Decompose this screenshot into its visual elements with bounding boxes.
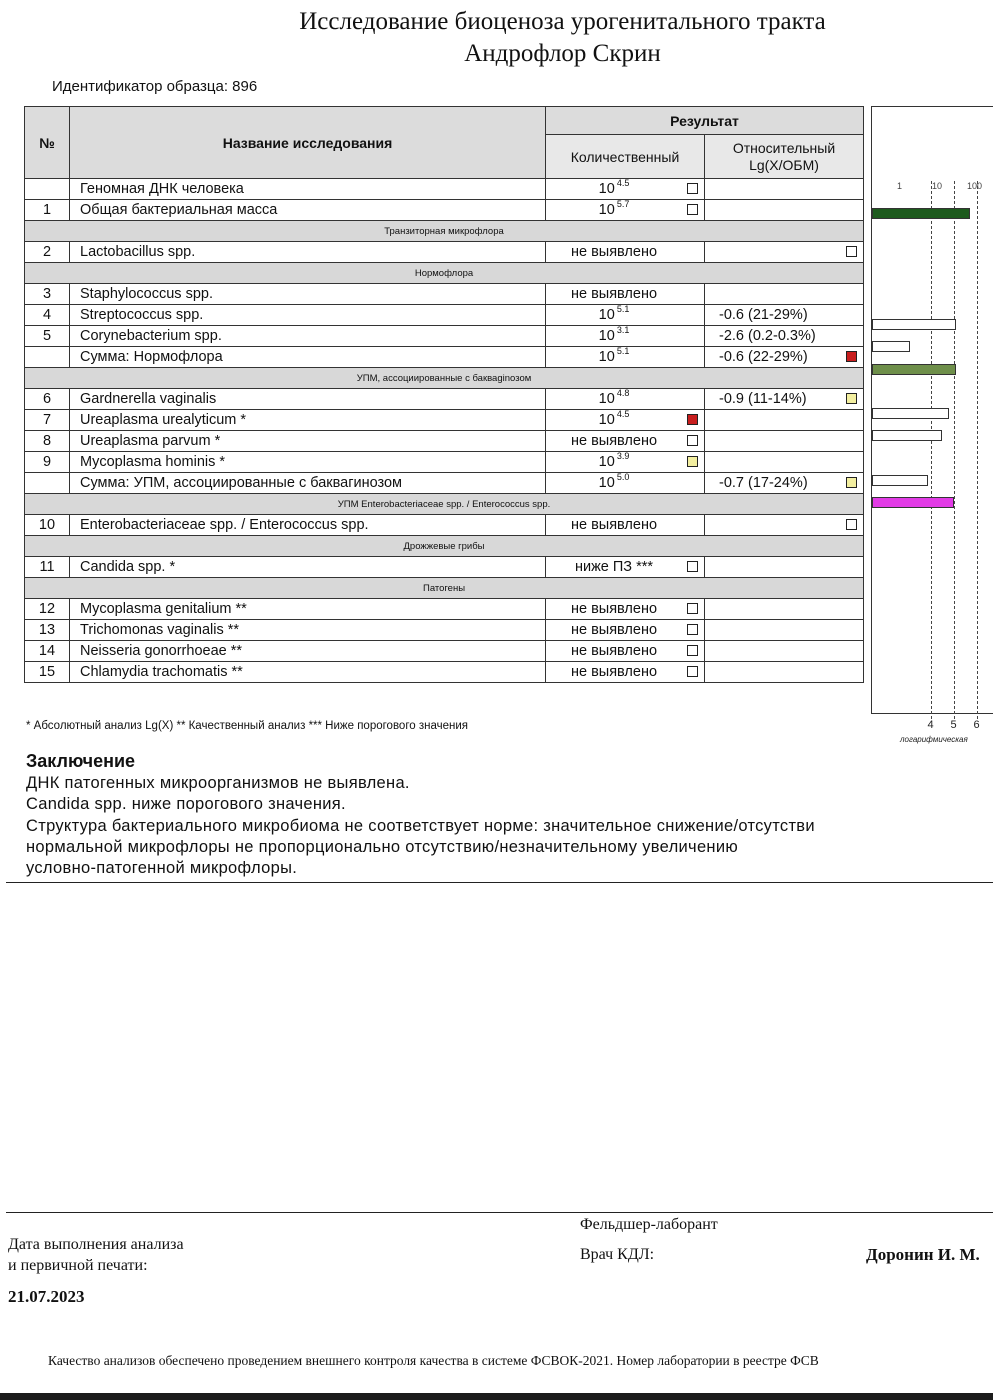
relative-result [705,620,864,641]
row-number [25,473,70,494]
result-exponent: 4.5 [616,178,630,188]
chart-bar [872,208,970,219]
section-row [25,578,864,599]
grid-line [954,181,955,719]
result-base: 10 [598,307,615,323]
relative-result [705,242,864,263]
status-box [687,603,698,614]
quantitative-result [546,515,705,536]
quantitative-result [546,641,705,662]
row-number: 4 [25,305,70,326]
relative-result [705,200,864,221]
status-box [846,519,857,530]
result-exponent: 4.8 [616,388,630,398]
result-text: не выявлено [570,622,658,638]
grid-line [977,181,978,719]
scale-label: 1 [897,181,903,191]
quantitative-result [546,305,705,326]
table-row [25,242,864,263]
chart-bar [872,341,910,352]
date-label-line2: и первичной печати: [8,1257,148,1274]
table-row [25,326,864,347]
quantitative-result [546,557,705,578]
test-name: Chlamydia trachomatis ** [70,662,546,683]
row-number: 13 [25,620,70,641]
status-box [687,435,698,446]
log-scale-chart [871,106,993,744]
grid-line [931,181,932,719]
table-row [25,305,864,326]
result-exponent: 3.1 [616,325,630,335]
quantitative-result [546,389,705,410]
status-box [687,204,698,215]
col-header-result: Результат [546,107,864,135]
row-number [25,347,70,368]
test-name: Mycoplasma genitalium ** [70,599,546,620]
section-label: Транзиторная микрофлора [25,221,864,242]
status-box [687,456,698,467]
status-box [846,351,857,362]
quantitative-result [546,431,705,452]
quantitative-result [546,347,705,368]
quantitative-result [546,620,705,641]
test-name: Lactobacillus spp. [70,242,546,263]
results-body [25,179,864,683]
relative-result [705,452,864,473]
relative-result [705,473,864,494]
section-row [25,263,864,284]
quantitative-result [546,662,705,683]
row-number: 1 [25,200,70,221]
axis-tick-label: 4 [927,719,934,731]
relative-result [705,179,864,200]
section-label: Дрожжевые грибы [25,536,864,557]
axis-tick-label: 5 [950,719,957,731]
result-base: 10 [598,475,615,491]
status-box [687,183,698,194]
quantitative-result [546,179,705,200]
relative-result [705,557,864,578]
result-base: 10 [598,412,615,428]
signature-divider [6,1212,993,1213]
section-label: Патогены [25,578,864,599]
relative-result [705,431,864,452]
col-header-relative-line2: Lg(X/ОБМ) [749,156,819,173]
conclusion-line-3: Структура бактериального микробиома не соответствует норме: значительное снижение/отсутстви [26,817,815,835]
relative-result [705,410,864,431]
result-exponent: 5.1 [616,304,630,314]
row-number: 10 [25,515,70,536]
row-number: 2 [25,242,70,263]
row-number: 6 [25,389,70,410]
test-name: Gardnerella vaginalis [70,389,546,410]
axis-caption: логарифмическая [900,735,968,744]
quality-note: Качество анализов обеспечено проведением внешнего контроля качества в системе ФСВОК-2021. Номер лаборатории в реестре ФСВ [48,1353,819,1368]
result-text: не выявлено [570,517,658,533]
row-number: 3 [25,284,70,305]
col-header-relative [705,135,864,179]
chart-bar [872,497,954,508]
section-label: Нормофлора [25,263,864,284]
table-row [25,452,864,473]
col-header-relative-line1: Относительный [732,139,836,156]
axis-tick-label: 6 [973,719,980,731]
quantitative-result [546,200,705,221]
conclusion-line-2: Candida spp. ниже порогового значения. [26,795,346,813]
chart-bar [872,408,949,419]
col-header-name: Название исследования [70,107,546,179]
result-exponent: 5.1 [616,346,630,356]
test-name: Mycoplasma hominis * [70,452,546,473]
row-number [25,179,70,200]
relative-result [705,662,864,683]
section-row [25,494,864,515]
chart-bar [872,430,942,441]
table-row [25,662,864,683]
result-exponent: 4.5 [616,409,630,419]
test-name: Trichomonas vaginalis ** [70,620,546,641]
test-name: Ureaplasma urealyticum * [70,410,546,431]
table-row [25,599,864,620]
table-row [25,620,864,641]
section-row [25,536,864,557]
relative-result [705,326,864,347]
table-row [25,389,864,410]
chart-bar [872,319,956,330]
section-label: УПМ, ассоциированные с бакваginозом [25,368,864,389]
conclusion-line-5: условно-патогенной микрофлоры. [26,859,298,877]
test-name: Ureaplasma parvum * [70,431,546,452]
relative-result [705,284,864,305]
quantitative-result [546,599,705,620]
test-name: Streptococcus spp. [70,305,546,326]
relative-text: -0.6 (22-29%) [719,349,808,365]
quantitative-result [546,284,705,305]
relative-text: -2.6 (0.2-0.3%) [719,328,816,344]
relative-result [705,515,864,536]
status-box [687,414,698,425]
status-box [846,477,857,488]
date-label-line1: Дата выполнения анализа [8,1236,184,1253]
test-name: Corynebacterium spp. [70,326,546,347]
result-base: 10 [598,349,615,365]
row-number: 15 [25,662,70,683]
analysis-date: 21.07.2023 [8,1287,85,1306]
scale-label: 100 [967,181,983,191]
results-table [24,106,864,683]
result-base: 10 [598,328,615,344]
footnote: * Абсолютный анализ Lg(X) ** Качественный анализ *** Ниже порогового значения [26,720,469,732]
conclusion-line-4: нормальной микрофлоры не пропорционально отсутствию/незначительному увеличению [26,838,739,856]
relative-result [705,347,864,368]
row-number: 7 [25,410,70,431]
result-exponent: 5.0 [616,472,630,482]
result-text: не выявлено [570,643,658,659]
status-box [687,645,698,656]
quantitative-result [546,242,705,263]
relative-result [705,599,864,620]
test-name: Геномная ДНК человека [70,179,546,200]
result-exponent: 3.9 [616,451,630,461]
quantitative-result [546,410,705,431]
relative-text: -0.7 (17-24%) [719,475,808,491]
col-header-no: № [25,107,70,179]
chart-bar [872,475,928,486]
result-base: 10 [598,391,615,407]
table-row [25,347,864,368]
section-row [25,368,864,389]
row-number: 11 [25,557,70,578]
result-base: 10 [598,454,615,470]
divider [6,882,993,883]
relative-result [705,641,864,662]
result-text: не выявлено [570,601,658,617]
row-number: 8 [25,431,70,452]
status-box [846,393,857,404]
quantitative-result [546,326,705,347]
status-box [846,246,857,257]
result-text: не выявлено [570,664,658,680]
table-row [25,410,864,431]
section-row [25,221,864,242]
scale-label: 10 [932,181,943,191]
relative-text: -0.9 (11-14%) [719,391,807,407]
table-row [25,284,864,305]
conclusion-title: Заключение [26,751,136,771]
table-row [25,557,864,578]
table-row [25,515,864,536]
test-name: Общая бактериальная масса [70,200,546,221]
test-name: Neisseria gonorrhoeae ** [70,641,546,662]
test-name: Enterobacteriaceae spp. / Enterococcus spp. [70,515,546,536]
conclusion-line-1: ДНК патогенных микроорганизмов не выявлена. [26,774,410,792]
quantitative-result [546,452,705,473]
relative-result [705,305,864,326]
result-text: не выявлено [570,433,658,449]
chart-bar [872,364,956,375]
result-exponent: 5.7 [616,199,630,209]
paramedic-label: Фельдшер-лаборант [580,1216,718,1233]
doctor-name: Доронин И. М. [866,1245,980,1264]
result-base: 10 [598,181,615,197]
result-text: не выявлено [570,244,658,260]
report-subtitle: Андрофлор Скрин [464,40,661,67]
section-label: УПМ Enterobacteriaceae spp. / Enterococcus spp. [25,494,864,515]
row-number: 14 [25,641,70,662]
quantitative-result [546,473,705,494]
status-box [687,666,698,677]
result-base: 10 [598,202,615,218]
table-row [25,641,864,662]
doctor-label: Врач КДЛ: [580,1246,655,1263]
row-number: 5 [25,326,70,347]
test-name: Staphylococcus spp. [70,284,546,305]
sample-id: Идентификатор образца: 896 [52,78,258,95]
status-box [687,624,698,635]
test-name: Сумма: УПМ, ассоциированные с баквагинозом [70,473,546,494]
relative-result [705,389,864,410]
table-row [25,179,864,200]
table-row [25,200,864,221]
relative-text: -0.6 (21-29%) [719,307,808,323]
status-box [687,561,698,572]
page-bottom-edge [0,1393,993,1400]
test-name: Сумма: Нормофлора [70,347,546,368]
report-title: Исследование биоценоза урогенитального тракта [299,8,826,35]
row-number: 12 [25,599,70,620]
result-text: ниже ПЗ *** [574,559,654,575]
row-number: 9 [25,452,70,473]
table-row [25,431,864,452]
test-name: Candida spp. * [70,557,546,578]
result-text: не выявлено [570,286,658,302]
table-row [25,473,864,494]
col-header-quantitative: Количественный [546,135,705,179]
